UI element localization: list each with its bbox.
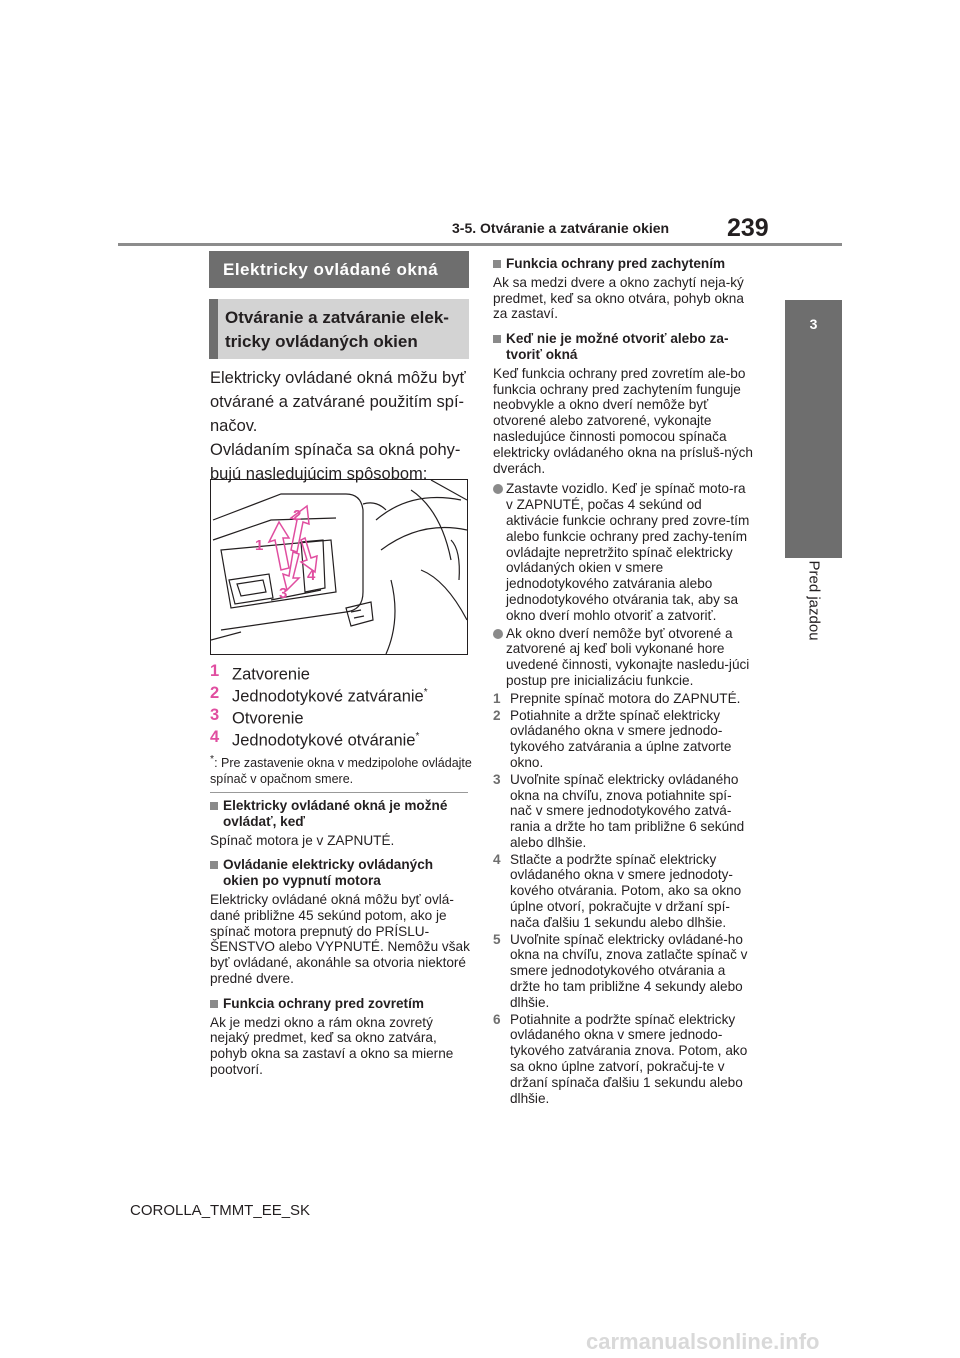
legend-number: 1 bbox=[210, 662, 220, 680]
figure-legend bbox=[210, 660, 480, 748]
legend-text: Jednodotykové zatváranie bbox=[232, 687, 424, 706]
step-number: 6 bbox=[493, 1011, 501, 1027]
section-heading: Elektricky ovládané okná je možné ovládať, keď bbox=[210, 798, 472, 830]
header-rule bbox=[118, 243, 842, 246]
legend-text: Otvorenie bbox=[232, 709, 304, 728]
page-number: 239 bbox=[727, 214, 769, 242]
chapter-label-wrap bbox=[799, 560, 829, 657]
figure-label-1: 1 bbox=[255, 537, 264, 554]
legend-item bbox=[210, 726, 480, 748]
step-number: 1 bbox=[493, 690, 501, 706]
step-item: 1 Prepnite spínač motora do ZAPNUTÉ. bbox=[493, 690, 741, 706]
legend-number: 4 bbox=[210, 728, 220, 746]
step-item: 6 Potiahnite a podržte spínač elektricky ovládaného okna v smere jednodo-tykového zatvárania znova. Potom, ako sa okno úplne zatvorí, pokračuj-te v držaní spínača ďalšiu 1 sekundu alebo dlhšie. bbox=[493, 1011, 748, 1106]
legend-number: 2 bbox=[210, 684, 220, 702]
section-heading: Funkcia ochrany pred zovretím bbox=[210, 996, 472, 1012]
legend-item bbox=[210, 660, 480, 682]
section-heading: Keď nie je možné otvoriť alebo za-tvoriť okná bbox=[493, 331, 753, 363]
square-bullet-icon bbox=[493, 335, 501, 343]
footnote-text: : Pre zastavenie okna v medzipolohe ovládajte spínač v opačnom smere. bbox=[210, 756, 472, 787]
chapter-label: Pred jazdou bbox=[805, 560, 823, 641]
square-bullet-icon bbox=[210, 1000, 218, 1008]
bullet-item: Ak okno dverí nemôže byť otvorené a zatvorené aj keď boli vykonané hore uvedené činnosti, vykonajte nasledu-júci postup pre inicializáciu funkcie. bbox=[493, 626, 753, 689]
intro-paragraph-1: Elektricky ovládané okná môžu byť otvárané a zatvárané použitím spí-načov. bbox=[210, 369, 466, 435]
figure-label-3: 3 bbox=[279, 585, 288, 602]
square-bullet-icon bbox=[210, 802, 218, 810]
legend-text: Zatvorenie bbox=[232, 665, 310, 684]
legend-star: * bbox=[415, 731, 420, 742]
sub-heading-line2: tricky ovládaných okien bbox=[225, 332, 418, 351]
bullet-item: Zastavte vozidlo. Keď je spínač moto-ra v ZAPNUTÉ, počas 4 sekúnd od aktivácie funkcie ochrany pred zovre-tím alebo funkcie ochrany pred zachy-tením ovládajte nepretržito spínač elektricky ovládaných okien v smere jednodotykového zatvárania alebo jednodotykového otvárania tak, aby sa okno dverí mohlo otvoriť a zatvoriť. bbox=[493, 481, 753, 623]
step-number: 3 bbox=[493, 771, 501, 787]
section-body: Elektricky ovládané okná môžu byť ovlá-dané približne 45 sekúnd potom, ako je spínač motora prepnutý do PRÍSLU-ŠENSTVO alebo VYPNUTÉ. Nemôžu však byť ovládané, akonáhle sa otvoria niektoré predné dvere. bbox=[210, 891, 470, 986]
section-body: Ak je medzi okno a rám okna zovretý nejaký predmet, keď sa okno zatvára, pohyb okna sa zastaví a okno sa mierne pootvorí. bbox=[210, 1014, 454, 1077]
figure-label-4: 4 bbox=[307, 567, 316, 584]
window-switch-illustration bbox=[210, 479, 468, 655]
legend-item bbox=[210, 704, 480, 726]
sub-heading-line1: Otváranie a zatváranie elek- bbox=[225, 308, 449, 327]
left-column bbox=[210, 798, 472, 1087]
right-column bbox=[493, 256, 753, 1107]
square-bullet-icon bbox=[210, 861, 218, 869]
square-bullet-icon bbox=[493, 260, 501, 268]
section-body: Ak sa medzi dvere a okno zachytí neja-ký predmet, keď sa okno otvára, pohyb okna za zastaví. bbox=[493, 274, 744, 322]
circle-bullet-icon bbox=[493, 484, 503, 494]
section-body: Spínač motora je v ZAPNUTÉ. bbox=[210, 832, 395, 848]
step-number: 4 bbox=[493, 851, 501, 867]
circle-bullet-icon bbox=[493, 629, 503, 639]
sub-heading bbox=[209, 299, 469, 359]
step-item: 2 Potiahnite a držte spínač elektricky ovládaného okna v smere jednodo-tykového zatvárania a úplne zatvorte okno. bbox=[493, 707, 732, 770]
footer-doc-code: COROLLA_TMMT_EE_SK bbox=[130, 1202, 311, 1219]
legend-text: Jednodotykové otváranie bbox=[232, 731, 416, 750]
section-heading: Funkcia ochrany pred zachytením bbox=[493, 256, 753, 272]
illustration-svg bbox=[211, 480, 467, 654]
watermark: carmanualsonline.info bbox=[586, 1329, 820, 1354]
step-item: 4 Stlačte a podržte spínač elektricky ovládaného okna v smere jednodoty-kového otvárania. Potom, ako sa okno úplne otvorí, pokračujte v držaní spí-nača ďalšiu 1 sekundu alebo dlhšie. bbox=[493, 851, 742, 930]
intro-text bbox=[210, 366, 480, 486]
chapter-number: 3 bbox=[809, 316, 818, 332]
intro-paragraph-2: Ovládaním spínača sa okná pohy-bujú nasledujúcim spôsobom: bbox=[210, 441, 461, 483]
section-body: Keď funkcia ochrany pred zovretím ale-bo funkcia ochrany pred zachytením funguje neobvykle a okno dverí nemôže byť otvorené alebo zatvorené, vykonajte nasledujúce činnosti pomocou spínača elektricky ovládaného okna na prísluš-ných dverách. bbox=[493, 365, 753, 476]
chapter-tab bbox=[785, 300, 842, 558]
legend-star: * bbox=[423, 687, 428, 698]
footnote-mark: * bbox=[210, 754, 215, 765]
step-number: 5 bbox=[493, 931, 501, 947]
main-heading: Elektricky ovládané okná bbox=[209, 251, 469, 288]
section-heading: Ovládanie elektricky ovládaných okien po vypnutí motora bbox=[210, 857, 472, 889]
legend-number: 3 bbox=[210, 706, 220, 724]
footnote-rule bbox=[210, 792, 468, 793]
legend-item bbox=[210, 682, 480, 704]
step-item: 5 Uvoľnite spínač elektricky ovládané-ho okna na chvíľu, znova zatlačte spínač v smere jednodotykového otvárania a držte ho tam približne 4 sekundy alebo dlhšie. bbox=[493, 931, 748, 1010]
footnote bbox=[210, 752, 480, 787]
figure-label-2: 2 bbox=[293, 507, 302, 524]
step-number: 2 bbox=[493, 707, 501, 723]
section-title: 3-5. Otváranie a zatváranie okien bbox=[452, 220, 670, 236]
step-item: 3 Uvoľnite spínač elektricky ovládaného okna na chvíľu, znova potiahnite spí-nač v smere jednodotykového zatvá-rania a držte ho tam približne 6 sekúnd alebo dlhšie. bbox=[493, 771, 745, 850]
